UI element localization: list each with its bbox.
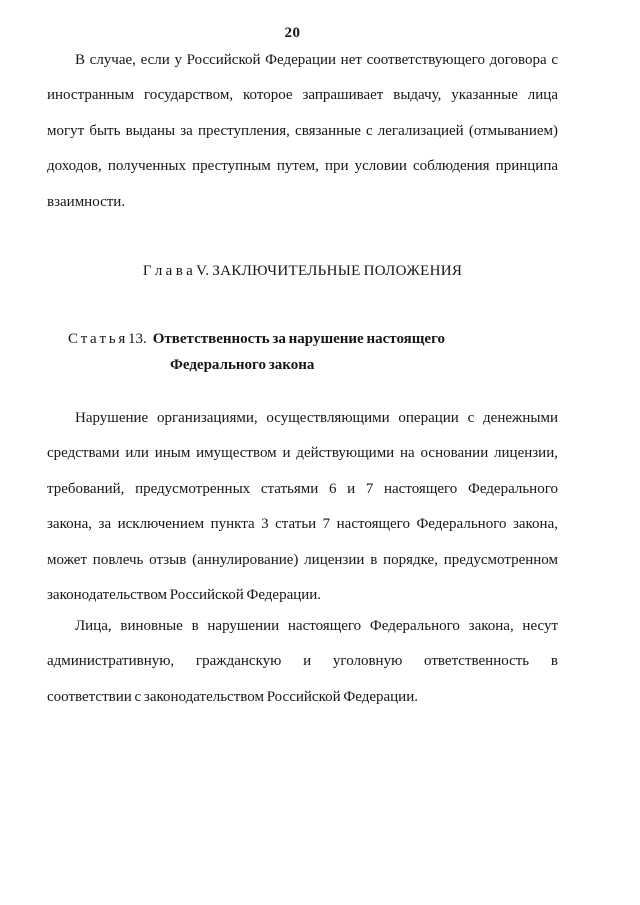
text-line: может повлечь отзыв (аннулирование) лицензии в порядке, предусмотренном <box>47 551 558 568</box>
text-line: Нарушение организациями, осуществляющими операции с денежными <box>75 410 558 426</box>
article-heading-line2: Федерального закона <box>170 357 315 373</box>
text-line: доходов, полученных преступным путем, при условии соблюдения принципа <box>47 158 558 175</box>
article-title: Ответственность за нарушение настоящего <box>152 331 446 347</box>
article-heading <box>47 326 558 378</box>
article-number: С т а т ь я 13. <box>68 331 147 347</box>
paragraph-liability <box>47 609 558 715</box>
text-line: соответствии с законодательством Российской Федерации. <box>47 688 418 705</box>
text-line: иностранным государством, которое запрашивает выдачу, указанные лица <box>47 87 558 104</box>
text-line: законодательством Российской Федерации. <box>47 587 322 604</box>
text-line: административную, гражданскую и уголовную ответственность в <box>47 653 558 670</box>
paragraph-extradition <box>47 43 558 220</box>
page-number: 20 <box>284 25 301 41</box>
text-line: могут быть выданы за преступления, связанные с легализацией (отмыванием) <box>47 122 558 139</box>
text-line: закона, за исключением пункта 3 статьи 7 настоящего Федерального закона, <box>47 516 558 533</box>
text-line: средствами или иным имуществом и действующими на основании лицензии, <box>47 445 558 462</box>
text-line: взаимности. <box>47 193 126 210</box>
text-line: Лица, виновные в нарушении настоящего Федерального закона, несут <box>75 618 558 634</box>
chapter-heading: Г л а в а V. ЗАКЛЮЧИТЕЛЬНЫЕ ПОЛОЖЕНИЯ <box>142 263 463 279</box>
text-line: В случае, если у Российской Федерации нет соответствующего договора с <box>75 52 558 68</box>
article-heading-line1 <box>47 326 558 352</box>
paragraph-license-revocation <box>47 401 558 613</box>
text-line: требований, предусмотренных статьями 6 и 7 настоящего Федерального <box>47 480 558 497</box>
